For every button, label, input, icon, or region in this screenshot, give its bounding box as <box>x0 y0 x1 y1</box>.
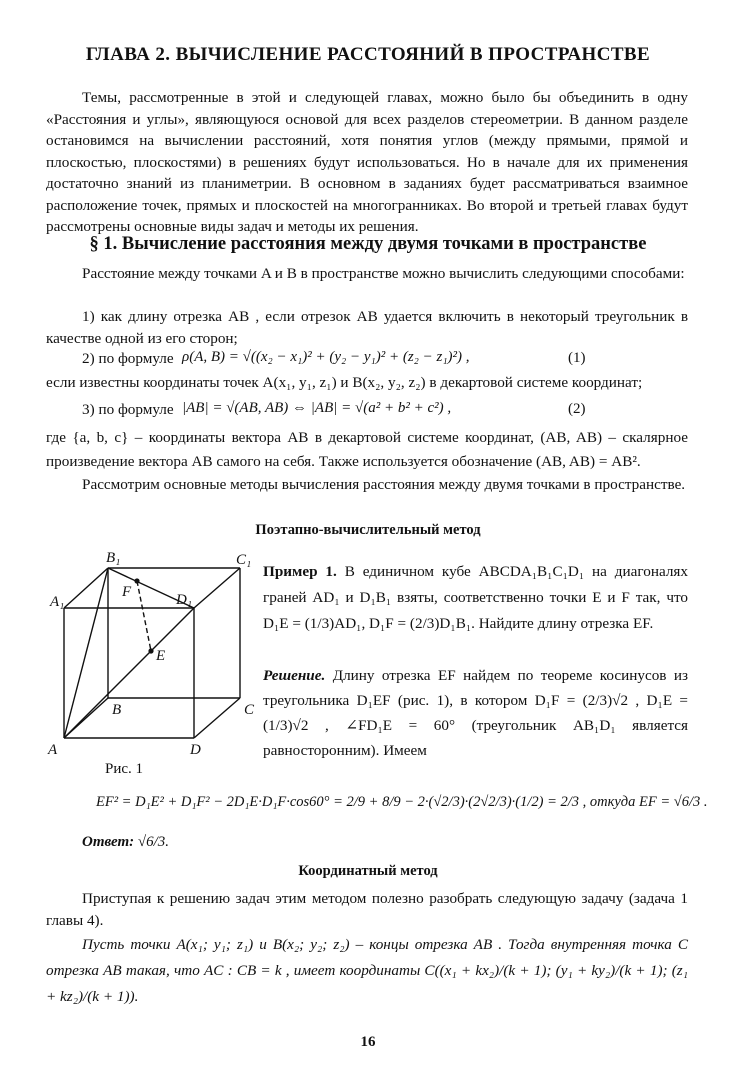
page-number: 16 <box>360 1034 376 1050</box>
methods-intro: Расстояние между точками A и B в пространстве можно вычислить следующими способами: <box>82 265 685 282</box>
point-F <box>134 578 139 583</box>
edge-A1B1 <box>64 568 108 608</box>
answer <box>82 834 169 851</box>
method-2-suffix: если известны координаты точек A(x₁, y₁, z₁) и B(x₂, y₂, z₂) в декартовой системе координат; <box>46 374 643 391</box>
subheading-coordinate-method: Координатный метод <box>298 863 438 879</box>
label-C: C <box>244 702 255 718</box>
label-A1: A₁ <box>50 594 65 610</box>
label-A: A <box>48 742 58 758</box>
diagonal-AD1 <box>64 608 194 738</box>
formula-2-number: (2) <box>568 401 586 417</box>
cube-figure <box>44 548 259 760</box>
formula-1-number: (1) <box>568 350 586 366</box>
point-E <box>148 648 153 653</box>
edge-D1C1 <box>194 568 240 608</box>
method-1: 1) как длину отрезка AB , если отрезок AB удается включить в некоторый треугольник в качестве одной из его сторон; <box>46 308 688 347</box>
example-1 <box>263 559 688 637</box>
label-B1: B₁ <box>106 550 121 566</box>
formula-1: ρ(A, B) = √((x₂ − x₁)² + (y₂ − y₁)² + (z₂ − z₁)²) , <box>182 349 470 365</box>
method-3-prefix: 3) по формуле <box>82 401 174 418</box>
coordinate-intro: Приступая к решению задач этим методом полезно разобрать следующую задачу (задача 1 главы 4). <box>46 890 688 929</box>
example-label: Пример 1. <box>263 563 337 580</box>
segment-EF <box>137 581 151 651</box>
example-text: В единичном кубе ABCDA₁B₁C₁D₁ на диагоналях граней AD₁ и D₁B₁ взяты, соответственно точки E и F так, что D₁E = (1/3)AD₁, D₁F = (2/3)D₁B₁. Найдите длину отрезка EF. <box>263 563 688 632</box>
label-D: D <box>190 742 201 758</box>
figure-caption: Рис. 1 <box>105 761 144 777</box>
segment-AB1 <box>64 568 108 738</box>
formula-2: |AB| = √(AB, AB) ⇔ |AB| = √(a² + b² + c²) , <box>182 400 452 416</box>
methods-outro: Рассмотрим основные методы вычисления расстояния между двумя точками в пространстве. <box>82 476 686 493</box>
label-F: F <box>122 584 132 600</box>
label-D1: D₁ <box>176 592 193 608</box>
chapter-title: ГЛАВА 2. ВЫЧИСЛЕНИЕ РАССТОЯНИЙ В ПРОСТРАНСТВЕ <box>85 44 651 65</box>
edge-DC <box>194 698 240 738</box>
section-title: § 1. Вычисление расстояния между двумя точками в пространстве <box>89 234 647 254</box>
subheading-stepwise-method: Поэтапно-вычислительный метод <box>255 522 481 538</box>
solution-label: Решение. <box>263 667 326 684</box>
intro-paragraph: Темы, рассмотренные в этой и следующей главах, можно было бы объединить в одну «Расстояния и углы», являющуюся основой для всех разделов стереометрии. В данном разделе остановимся на вычислении расстояний, хотя понятия углов (между прямыми, прямой и плоскостью, плоскостями) в решениях будут использоваться. Но в начале для их применения достаточно знаний из планиметрии. В основном в заданиях будет рассматриваться взаимное расположение точек, прямых и плоскостей на многогранниках. Во второй и третьей главах будут рассмотрены основные виды задач и методы их решения. <box>46 89 688 235</box>
answer-label: Ответ: <box>82 834 135 850</box>
answer-value: √6/3. <box>137 834 170 850</box>
label-E: E <box>156 648 166 664</box>
label-C1: C₁ <box>236 552 252 568</box>
label-B: B <box>112 702 122 718</box>
coordinate-task: Пусть точки A(x₁; y₁; z₁) и B(x₂; y₂; z₂) – концы отрезка AB . Тогда внутренняя точка C отрезка AB такая, что AC : CB = k , имеет координаты C((x₁ + kx₂)/(k + 1); (y₁ + ky₂)/(k + 1); (z₁ + kz₂)/(k + 1)). <box>46 936 688 1005</box>
method-2-prefix: 2) по формуле <box>82 350 174 367</box>
formula-3: EF² = D₁E² + D₁F² − 2D₁E·D₁F·cos60° = 2/9 + 8/9 − 2·(√2/3)·(2√2/3)·(1/2) = 2/3 , откуда EF = √6/3 . <box>96 794 708 810</box>
solution-text: Длину отрезка EF найдем по теореме косинусов из треугольника D₁EF (рис. 1), в котором D₁F = (2/3)√2 , D₁E = (1/3)√2 , ∠FD₁E = 60° (треугольник AB₁D₁ является равносторонним). Имеем <box>263 667 688 759</box>
method-3-suffix: где {a, b, c} – координаты вектора AB в декартовой системе координат, (AB, AB) – скалярное произведение вектора AB самого на себя. Также используется обозначение (AB, AB) = AB². <box>46 429 688 470</box>
solution <box>263 663 688 763</box>
